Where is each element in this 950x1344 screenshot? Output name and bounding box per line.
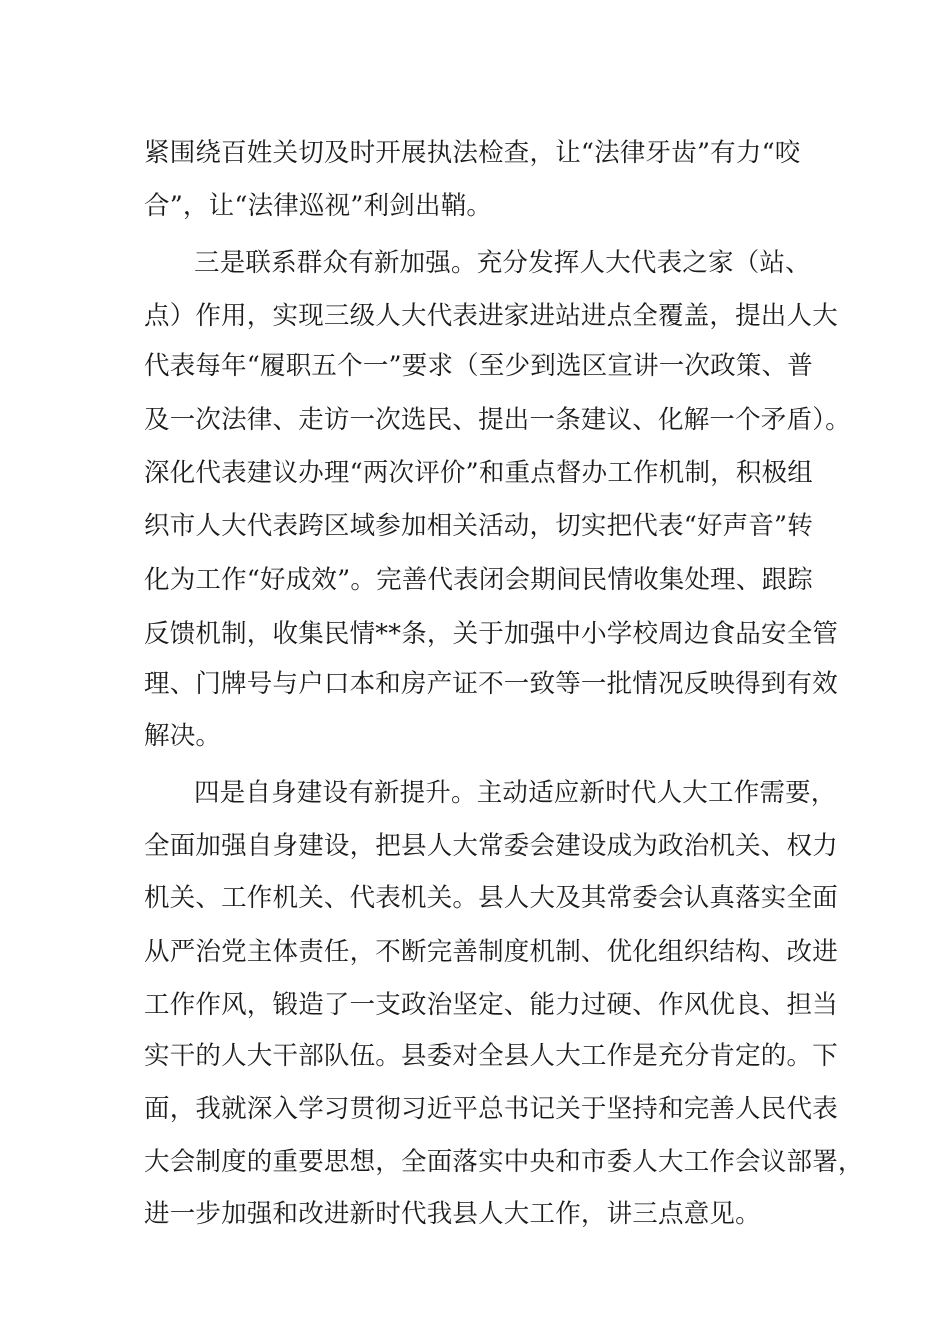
text-line: 实干的人大干部队伍。县委对全县人大工作是充分肯定的。下 bbox=[144, 1041, 838, 1071]
text-line: 进一步加强和改进新时代我县人大工作，讲三点意见。 bbox=[144, 1199, 761, 1229]
text-line: 紧围绕百姓关切及时开展执法检查，让“法律牙齿”有力“咬 bbox=[144, 138, 801, 168]
text-line: 工作作风，锻造了一支政治坚定、能力过硬、作风优良、担当 bbox=[144, 990, 838, 1020]
paragraph-three-heading-line: 三是联系群众有新加强。充分发挥人大代表之家（站、 bbox=[194, 248, 811, 278]
text-line: 合”，让“法律巡视”利剑出鞘。 bbox=[144, 191, 493, 221]
text-line: 机关、工作机关、代表机关。县人大及其常委会认真落实全面 bbox=[144, 883, 838, 913]
text-line: 全面加强自身建设，把县人大常委会建设成为政治机关、权力 bbox=[144, 831, 838, 861]
text-line: 面，我就深入学习贯彻习近平总书记关于坚持和完善人民代表 bbox=[144, 1094, 838, 1124]
text-line: 从严治党主体责任，不断完善制度机制、优化组织结构、改进 bbox=[144, 937, 838, 967]
text-line: 反馈机制，收集民情**条，关于加强中小学校周边食品安全管 bbox=[144, 619, 839, 649]
text-line: 理、门牌号与户口本和房产证不一致等一批情况反映得到有效 bbox=[144, 669, 838, 699]
text-line: 及一次法律、走访一次选民、提出一条建议、化解一个矛盾）。 bbox=[144, 405, 851, 435]
text-line: 代表每年“履职五个一”要求（至少到选区宣讲一次政策、普 bbox=[144, 351, 813, 381]
text-line: 深化代表建议办理“两次评价”和重点督办工作机制，积极组 bbox=[144, 458, 813, 488]
paragraph-four-heading-line: 四是自身建设有新提升。主动适应新时代人大工作需要， bbox=[194, 778, 837, 808]
text-line: 织市人大代表跨区域参加相关活动，切实把代表“好声音”转 bbox=[144, 511, 813, 541]
text-line: 化为工作“好成效”。完善代表闭会期间民情收集处理、跟踪 bbox=[144, 565, 813, 595]
text-line: 点）作用，实现三级人大代表进家进站进点全覆盖，提出人大 bbox=[144, 301, 838, 331]
text-line: 大会制度的重要思想，全面落实中央和市委人大工作会议部署， bbox=[144, 1147, 864, 1177]
text-line: 解决。 bbox=[144, 721, 222, 751]
